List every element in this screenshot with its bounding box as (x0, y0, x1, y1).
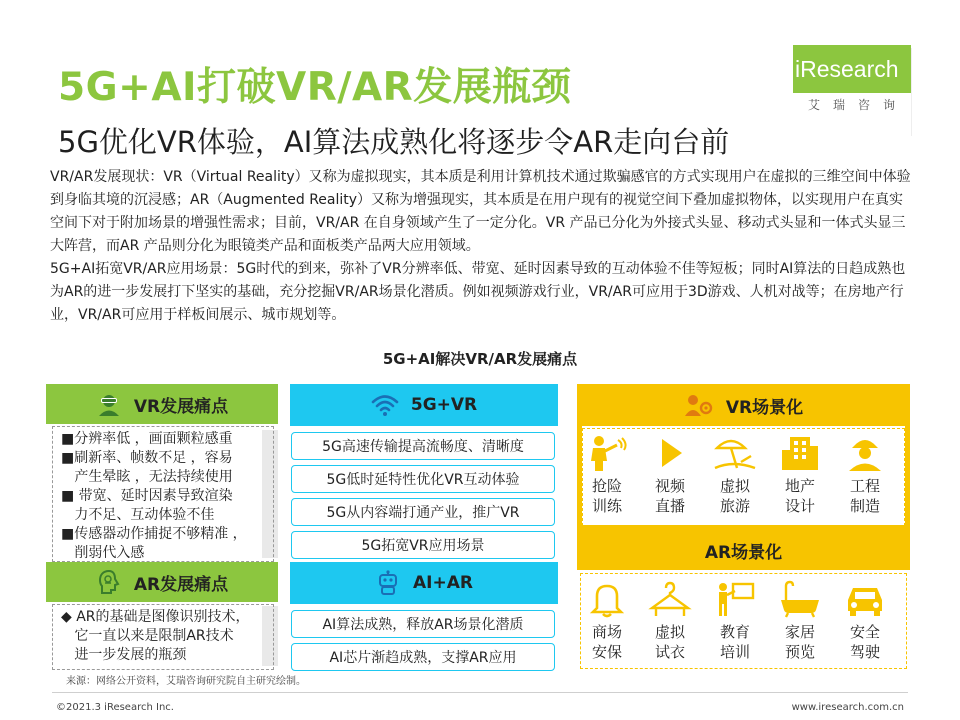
diagram-title: 5G+AI解决VR/AR发展痛点 (382, 350, 578, 368)
scene-label: 安全 (849, 623, 880, 641)
scene-item (835, 580, 895, 662)
scene-item (577, 434, 637, 516)
footer-website: www.iresearch.com.cn (791, 702, 904, 713)
5g-vr-item: 5G拓宽VR应用场景 (291, 531, 555, 559)
ar-pain-title: AR发展痛点 (133, 574, 229, 595)
teacher-icon (713, 580, 757, 618)
5g-vr-item: 5G高速传输提高流畅度、清晰度 (291, 432, 555, 460)
list-item: 进一步发展的瓶颈 (61, 647, 187, 663)
scene-label: 视频 (654, 477, 685, 495)
list-item: 力不足、互动体验不佳 (61, 507, 215, 523)
scene-item (770, 580, 830, 662)
5g-vr-item: 5G从内容端打通产业，推广VR (291, 498, 555, 526)
wifi-icon (371, 393, 399, 417)
scene-item (640, 434, 700, 516)
ar-pain-list (52, 604, 274, 670)
play-icon (648, 434, 692, 472)
scene-label: 预览 (784, 643, 815, 661)
hanger-icon (648, 580, 692, 618)
scene-label: 家居 (784, 623, 815, 641)
ai-ar-title: AI+AR (413, 573, 473, 593)
scene-item (705, 434, 765, 516)
5g-vr-item: 5G低时延特性优化VR互动体验 (291, 465, 555, 493)
list-item: 它一直以来是限制AR技术 (61, 628, 234, 644)
scene-item (640, 580, 700, 662)
list-item: ■ 带宽、延时因素导致渲染 (61, 488, 233, 504)
scene-item (835, 434, 895, 516)
car-icon (843, 580, 887, 618)
scene-label: 设计 (784, 497, 815, 515)
scene-item (705, 580, 765, 662)
page-subtitle: 5G优化VR体验，AI算法成熟化将逐步令AR走向台前 (58, 125, 730, 159)
scene-label: 工程 (849, 477, 880, 495)
vr-pain-title: VR发展痛点 (133, 396, 229, 417)
vr-scene-title: VR场景化 (725, 397, 804, 418)
page-title: 5G+AI打破VR/AR发展瓶颈 (58, 65, 572, 110)
list-item: ◆ AR的基础是图像识别技术， (61, 609, 250, 625)
scene-label: 虚拟 (654, 623, 685, 641)
ai-head-icon (96, 569, 122, 595)
5g-vr-title: 5G+VR (410, 395, 478, 415)
ar-pain-header (46, 562, 278, 602)
ai-ar-item: AI芯片渐趋成熟，支撑AR应用 (291, 643, 555, 671)
vr-pain-list (52, 426, 274, 562)
scene-label: 教育 (719, 623, 750, 641)
footer-divider (52, 692, 908, 693)
list-item: ■刷新率、帧数不足 ，容易 (61, 450, 233, 466)
source-note: 来源：网络公开资料，艾瑞咨询研究院自主研究绘制。 (66, 676, 306, 687)
paragraph-scenarios: 5G+AI拓宽VR/AR应用场景：5G时代的到来，弥补了VR分辨率低、带宽、延时因素导致的互动体验不佳等短板；同时AI算法的日趋成熟也为AR的进一步发展打下坚实的基础，充分挖掘VR/AR场景化潜质。例如视频游戏行业，VR/AR可应用于3D游戏、人机对战等；在房地产行业，VR/AR可应用于样板间展示、城市规划等。 (50, 261, 906, 323)
scene-label: 训练 (591, 497, 622, 515)
engineer-icon (843, 434, 887, 472)
scene-label: 安保 (591, 643, 622, 661)
scene-label: 制造 (849, 497, 880, 515)
footer-copyright: ©2021.3 iResearch Inc. (56, 702, 174, 713)
scene-item (770, 434, 830, 516)
5g-vr-header (290, 384, 558, 426)
scene-label: 虚拟 (719, 477, 750, 495)
scene-label: 旅游 (719, 497, 750, 515)
building-icon (778, 434, 822, 472)
bathtub-icon (778, 580, 822, 618)
scene-label: 直播 (654, 497, 685, 515)
list-item: ■分辨率低 ，画面颗粒感重 (61, 431, 233, 447)
paragraph-status: VR/AR发展现状：VR（Virtual Reality）又称为虚拟现实，其本质是利用计算机技术通过欺骗感官的方式实现用户在虚拟的三维空间中体验到身临其境的沉浸感；AR（Augmented Reality）又称为增强现实，其本质是在用户现有的视觉空间下叠加虚拟物体，以实现用户在真实空间下对于附加场景的增强性需求；目前，VR/AR 在自身领域产生了一定分化。VR 产品已分化为外接式头显、移动式头显和一体式头显三大阵营，而AR 产品则分化为眼镜类产品和面板类产品两大应用领域。 (50, 169, 911, 254)
scene-label: 试衣 (654, 643, 685, 661)
beach-umbrella-icon (713, 434, 757, 472)
firefighter-icon (585, 434, 629, 472)
ar-scene-title: AR场景化 (704, 542, 783, 563)
scene-label: 地产 (784, 477, 815, 495)
scene-label: 驾驶 (849, 643, 880, 661)
list-item: 削弱代入感 (61, 545, 145, 561)
vr-pain-header (46, 384, 278, 424)
scene-label: 商场 (591, 623, 622, 641)
robot-icon (375, 570, 401, 596)
ai-ar-item: AI算法成熟，释放AR场景化潜质 (291, 610, 555, 638)
logo-cn-text: 艾瑞咨询 (808, 98, 909, 112)
list-item: ■传感器动作捕捉不够精准 ， (61, 526, 247, 542)
ar-scene-header (577, 530, 910, 570)
vr-headset-person-icon (96, 391, 122, 417)
scene-label: 抢险 (591, 477, 622, 495)
ai-ar-header (290, 562, 558, 604)
logo-brand: iResearch (795, 56, 899, 82)
list-item: 产生晕眩 ，无法持续使用 (61, 469, 233, 485)
bell-icon (585, 580, 629, 618)
scene-item (577, 580, 637, 662)
scene-label: 培训 (719, 643, 750, 661)
